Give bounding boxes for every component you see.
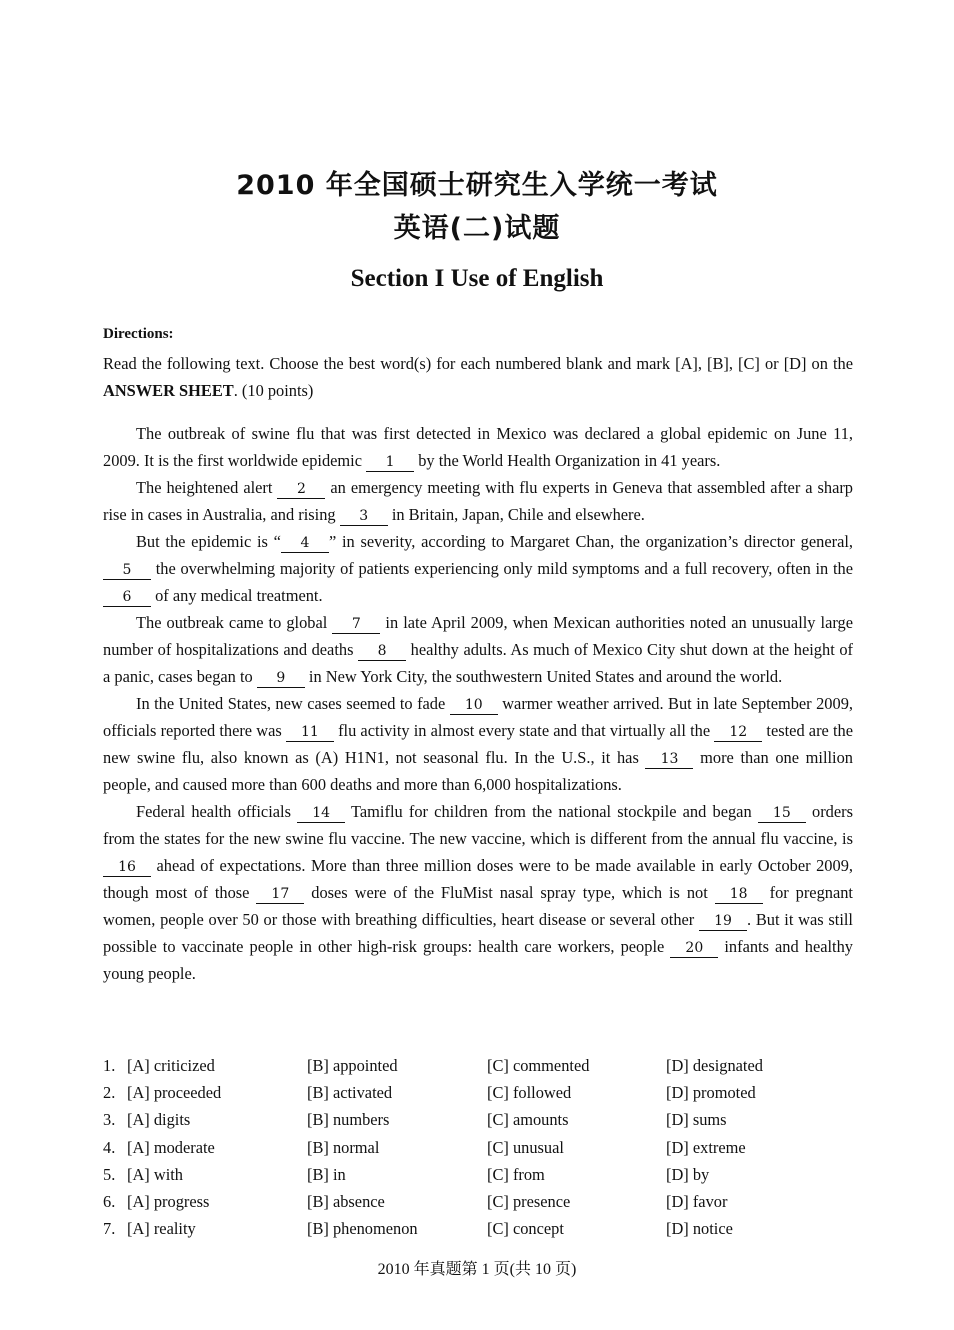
option-c: [C] amounts: [487, 1110, 569, 1130]
blank-12: 12: [714, 724, 762, 742]
exam-title: 2010 年全国硕士研究生入学统一考试: [236, 170, 718, 201]
directions-text: Read the following text. Choose the best word(s) for each numbered blank and mark [A], [B], [C] or [D] on the ANSWER SHEET. (10 points): [103, 354, 853, 400]
option-b: [B] in: [307, 1164, 346, 1184]
blank-17: 17: [256, 886, 304, 904]
option-a: [A] with: [127, 1164, 183, 1184]
blank-16: 16: [103, 859, 151, 877]
paragraph-1: The outbreak of swine flu that was first detected in Mexico was declared a global epidemic on June 11, 2009. It is the first worldwide epidemic 1 by the World Health Organization in 41 years.: [103, 424, 853, 470]
blank-13: 13: [645, 751, 693, 769]
question-number: 6.: [103, 1191, 116, 1211]
option-d: [D] favor: [666, 1191, 728, 1211]
option-c: [C] unusual: [487, 1137, 564, 1157]
paragraph-6: Federal health officials 14 Tamiflu for children from the national stockpile and began 15 orders from the states for the new swine flu vaccine. The new vaccine, which is different from the annual flu vaccine, is 16 ahead of expectations. More than three million doses were to be made available in early October 2009, though most of those 17 doses were of the FluMist nasal spray type, which is not 18 for pregnant women, people over 50 or those with breathing difficulties, heart disease or several other 19 . But it was still possible to vaccinate people in other high-risk groups: health care workers, people 20 infants and healthy young people.: [103, 802, 853, 983]
option-d: [D] by: [666, 1164, 710, 1184]
blank-9: 9: [257, 670, 305, 688]
option-b: [B] normal: [307, 1137, 380, 1157]
option-a: [A] progress: [127, 1191, 210, 1211]
question-number: 5.: [103, 1164, 116, 1184]
option-c: [C] followed: [487, 1083, 572, 1103]
blank-2: 2: [277, 481, 325, 499]
question-number: 1.: [103, 1056, 116, 1075]
paragraph-5: In the United States, new cases seemed to fade 10 warmer weather arrived. But in late September 2009, officials reported there was 11 flu activity in almost every state and that virtually all the 12 tested are the new swine flu, also known as (A) H1N1, not seasonal flu. In the U.S., it has 13 more than one million people, and caused more than 600 deaths and more than 6,000 hospitalizations.: [103, 694, 853, 794]
option-c: [C] commented: [487, 1056, 590, 1075]
option-d: [D] promoted: [666, 1083, 756, 1103]
option-d: [D] notice: [666, 1219, 733, 1239]
option-row: [103, 1138, 863, 1165]
option-b: [B] phenomenon: [307, 1219, 418, 1239]
blank-15: 15: [758, 805, 806, 823]
directions-label: Directions:: [103, 326, 174, 342]
option-c: [C] from: [487, 1164, 545, 1184]
option-a: [A] criticized: [127, 1056, 215, 1075]
option-b: [B] appointed: [307, 1056, 398, 1075]
blank-4: 4: [281, 535, 329, 553]
option-d: [D] extreme: [666, 1137, 746, 1157]
option-row: [103, 1165, 863, 1192]
option-row: [103, 1219, 863, 1246]
option-a: [A] moderate: [127, 1137, 215, 1157]
blank-7: 7: [332, 616, 380, 634]
option-row: [103, 1056, 863, 1083]
question-number: 2.: [103, 1083, 116, 1103]
option-row: [103, 1110, 863, 1137]
question-number: 3.: [103, 1110, 116, 1130]
option-a: [A] proceeded: [127, 1083, 222, 1103]
blank-11: 11: [286, 724, 334, 742]
passage: [103, 420, 853, 987]
blank-14: 14: [297, 805, 345, 823]
section-heading: Section I Use of English: [350, 265, 604, 292]
option-c: [C] presence: [487, 1191, 571, 1211]
option-a: [A] reality: [127, 1219, 196, 1239]
answer-options: [103, 1056, 863, 1246]
page-footer: 2010 年真题第 1 页(共 10 页): [377, 1261, 577, 1278]
option-d: [D] designated: [666, 1056, 763, 1075]
blank-19: 19: [699, 913, 747, 931]
paragraph-4: The outbreak came to global 7 in late April 2009, when Mexican authorities noted an unusually large number of hospitalizations and deaths 8 healthy adults. As much of Mexico City shut down at the height of a panic, cases began to 9 in New York City, the southwestern United States and around the world.: [103, 613, 854, 686]
answer-sheet-label: ANSWER SHEET: [103, 381, 234, 400]
blank-20: 20: [670, 940, 718, 958]
exam-subtitle: 英语(二)试题: [393, 213, 561, 244]
option-b: [B] absence: [307, 1191, 385, 1211]
blank-10: 10: [450, 697, 498, 715]
blank-5: 5: [103, 562, 151, 580]
question-number: 7.: [103, 1219, 116, 1239]
paragraph-2: The heightened alert 2 an emergency meeting with flu experts in Geneva that assembled after a sharp rise in cases in Australia, and rising 3 in Britain, Japan, Chile and elsewhere.: [103, 478, 853, 524]
paragraph-3: But the epidemic is “ 4 ” in severity, according to Margaret Chan, the organization’s director general, 5 the overwhelming majority of patients experiencing only mild symptoms and a full recovery, often in the 6 of any medical treatment.: [103, 528, 853, 609]
option-a: [A] digits: [127, 1110, 191, 1130]
option-c: [C] concept: [487, 1219, 564, 1239]
option-row: [103, 1083, 863, 1110]
blank-3: 3: [340, 508, 388, 526]
option-b: [B] numbers: [307, 1110, 390, 1130]
option-d: [D] sums: [666, 1110, 727, 1130]
question-number: 4.: [103, 1137, 116, 1157]
blank-6: 6: [103, 589, 151, 607]
blank-8: 8: [358, 643, 406, 661]
option-row: [103, 1192, 863, 1219]
option-b: [B] activated: [307, 1083, 393, 1103]
blank-18: 18: [715, 886, 763, 904]
blank-1: 1: [366, 454, 414, 472]
